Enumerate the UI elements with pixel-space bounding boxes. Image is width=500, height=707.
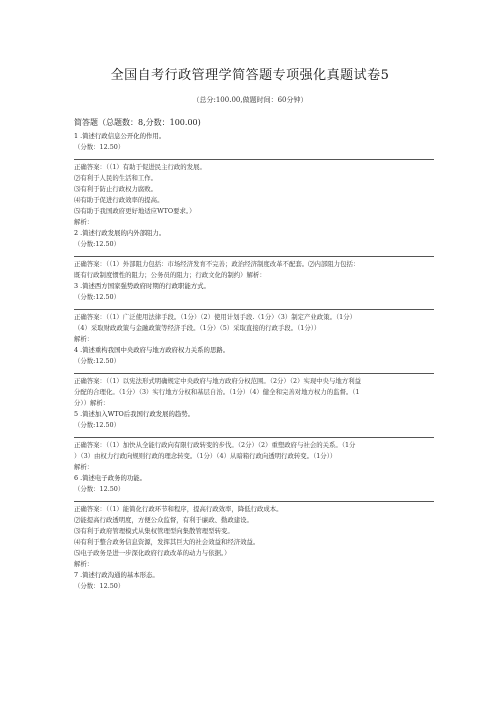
analysis-label: 解析： (74, 218, 94, 226)
page-subtitle: （总分:100.00,做题时间：60分钟） (192, 96, 308, 104)
question-list (74, 131, 434, 592)
analysis-label: 解析： (74, 335, 94, 343)
question-stem: 1 .简述行政信息公开化的作用。 (74, 132, 166, 140)
answer-divider (74, 256, 434, 257)
answer-line: ⑸有助于我国政府更好地适应WTO要求。） (74, 207, 196, 215)
answer-line: ⑷有助于促进行政效率的提高。 (74, 196, 164, 204)
question-score: （分数:12.50） (74, 421, 121, 429)
question-score: （分数:12.50） (74, 293, 121, 301)
answer-line: ⑵有利于人民的生活和工作。 (74, 174, 158, 182)
question-stem: 5 .简述加入WTO后我国行政发展的趋势。 (74, 410, 195, 418)
question-stem: 4 .简述重构我国中央政府与地方政府权力关系的思路。 (74, 346, 230, 354)
answer-line: 正确答案：（（1）外部阻力包括：市场经济发育不完善；政治经济制度改革不配套。⑵内部阻力包括： (74, 260, 360, 268)
answer-line: ⑸电子政务是进一步深化政府行政改革的动力与依据。） (74, 549, 231, 557)
question-stem: 3 .简述西方国家强势政府时期的行政职能方式。 (74, 282, 210, 290)
question-stem: 7 .简述行政沟通的基本形态。 (74, 571, 159, 579)
answer-line: ）（3）由权力行政向规则行政的理念转变。（1分）（4）从暗箱行政向透明行政转变。（1分）） (74, 452, 337, 460)
answer-line: 正确答案：（（1）有助于促进民主行政的发展。 (74, 163, 206, 171)
analysis-label: 解析： (74, 560, 94, 568)
answer-line: ⑶有利于防止行政权力腐败。 (74, 185, 158, 193)
answer-divider (74, 159, 434, 160)
question-stem: 6 .简述电子政务的功能。 (74, 474, 147, 482)
answer-divider (74, 437, 434, 438)
answer-divider (74, 309, 434, 310)
answer-divider (74, 501, 434, 502)
page-title: 全国自考行政管理学简答题专项强化真题试卷5 (110, 68, 390, 83)
answer-line: 正确答案：（（1）加快从全能行政向有限行政转变的步伐。（2分）（2）重塑政府与社会的关系。（1分 (74, 441, 356, 449)
answer-divider (74, 373, 434, 374)
question-score: （分数：12.50） (74, 582, 125, 590)
question-score: （分数:12.50） (74, 240, 121, 248)
question-stem: 2 .简述行政发展的内外部阻力。 (74, 229, 166, 237)
answer-line: 既有行政制度惯性的阻力；公务员的阻力；行政文化的制约）解析： (74, 271, 266, 279)
analysis-label: 解析： (74, 463, 94, 471)
answer-line: 分配的合理化。（1分）（3）实行地方分权和基层自治。（1分）（4）健全和完善对地方权力的监督。（1 (74, 388, 360, 396)
answer-line: 分））解析： (74, 399, 110, 407)
answer-line: ⑵能提高行政透明度，方便公众监督，有利于廉政、勤政建设。 (74, 516, 253, 524)
question-score: （分数：12.50） (74, 485, 125, 493)
question-score: （分数:12.50） (74, 357, 121, 365)
answer-line: （4）采取财政政策与金融政策等经济手段。（1分）（5）采取直接的行政手段。（1分）） (74, 324, 321, 332)
section-heading: 简答题（总题数：8,分数：100.00) (74, 118, 201, 127)
answer-line: ⑷有利于整合政务信息资源，发挥其巨大的社会效益和经济效益。 (74, 538, 260, 546)
answer-line: 正确答案：（（1）以宪法形式明确规定中央政府与地方政府分权范围。（2分）（2）实现中央与地方利益 (74, 377, 361, 385)
answer-line: 正确答案：（（1）广泛使用法律手段。（1分）（2）使用计划手段.（1分）（3）制定产业政策。（1分） (74, 313, 357, 321)
answer-line: ⑶有利于政府管理模式从集权管理型向集散管理型转变。 (74, 527, 234, 535)
answer-line: 正确答案：（（1）能简化行政环节和程序，提高行政效率，降低行政成本。 (74, 505, 283, 513)
question-score: （分数：12.50） (74, 143, 125, 151)
